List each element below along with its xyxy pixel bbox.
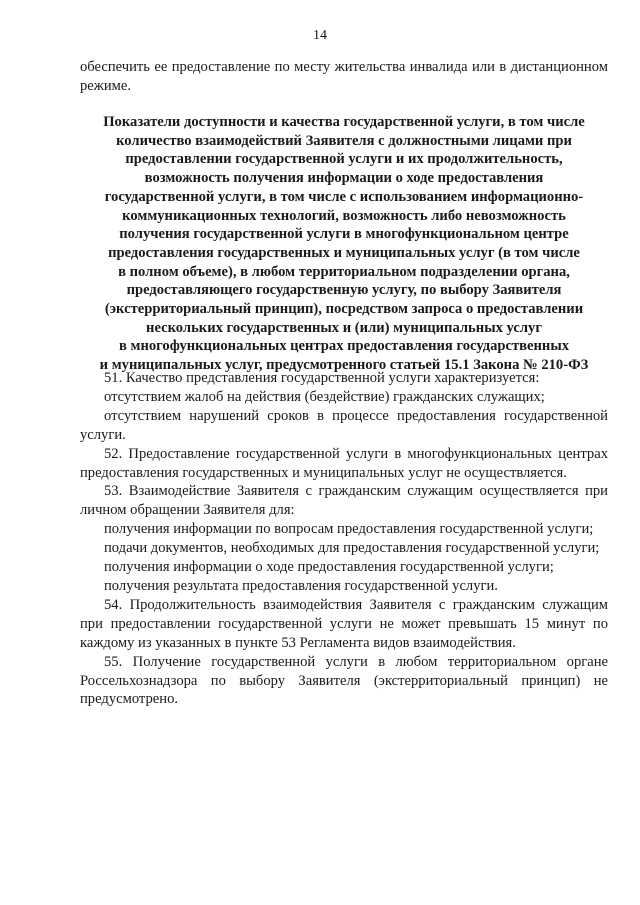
paragraph-53: 53. Взаимодействие Заявителя с гражданским служащим осуществляется при личном обращении Заявителя для:	[80, 483, 608, 519]
heading-line: Показатели доступности и качества государственной услуги, в том числе	[103, 114, 585, 130]
heading-line: предоставлении государственной услуги и их продолжительность,	[125, 151, 563, 168]
section-heading	[80, 113, 608, 375]
intro-paragraph	[80, 58, 608, 96]
paragraph-55: 55. Получение государственной услуги в любом территориальном органе Россельхознадзора по выбору Заявителя (экстерриториальный принцип) не предусмотрено.	[80, 653, 608, 708]
heading-line: в многофункциональных центрах предоставления государственных	[118, 338, 570, 355]
paragraph-51-item: отсутствием нарушений сроков в процессе предоставления государственной услуги.	[80, 407, 608, 443]
paragraph-53-item: получения результата предоставления государственной услуги.	[104, 577, 498, 594]
heading-line: предоставляющего государственную услугу, по выбору Заявителя	[126, 282, 562, 299]
heading-line: получения государственной услуги в многофункциональном центре	[119, 226, 569, 243]
heading-line: предоставления государственных и муниципальных услуг (в том числе	[108, 244, 580, 261]
intro-text: обеспечить ее предоставление по месту жительства инвалида или в дистанционном режиме.	[80, 59, 608, 94]
heading-line: и муниципальных услуг, предусмотренного статьей 15.1 Закона № 210-ФЗ	[99, 357, 589, 374]
heading-line: (экстерриториальный принцип), посредством запроса о предоставлении	[104, 301, 584, 318]
paragraph-51: 51. Качество представления государственной услуги характеризуется:	[104, 370, 540, 386]
heading-line: возможность получения информации о ходе предоставления	[144, 170, 544, 187]
heading-line: государственной услуги, в том числе с использованием информационно-	[104, 188, 584, 205]
heading-line: нескольких государственных и (или) муниципальных услуг	[146, 319, 542, 336]
paragraph-52: 52. Предоставление государственной услуги в многофункциональных центрах предоставления государственных и муниципальных услуг не осуществляется.	[80, 445, 608, 481]
page-number: 14	[313, 28, 327, 43]
paragraph-53-item: подачи документов, необходимых для предоставления государственной услуги;	[104, 540, 600, 557]
heading-line: коммуникационных технологий, возможность либо невозможность	[122, 207, 566, 224]
paragraph-54: 54. Продолжительность взаимодействия Заявителя с гражданским служащим при предоставлении государственной услуги не может превышать 15 минут по каждому из указанных в пункте 53 Регламента видов взаимодействия.	[80, 596, 608, 651]
paragraph-51-item: отсутствием жалоб на действия (бездействие) гражданских служащих;	[104, 388, 545, 405]
paragraph-53-item: получения информации по вопросам предоставления государственной услуги;	[104, 521, 594, 538]
heading-line: количество взаимодействий Заявителя с должностными лицами при	[116, 132, 572, 149]
heading-line: в полном объеме), в любом территориальном подразделении органа,	[118, 263, 570, 280]
paragraph-53-item: получения информации о ходе предоставления государственной услуги;	[104, 559, 554, 576]
main-body	[80, 369, 608, 709]
